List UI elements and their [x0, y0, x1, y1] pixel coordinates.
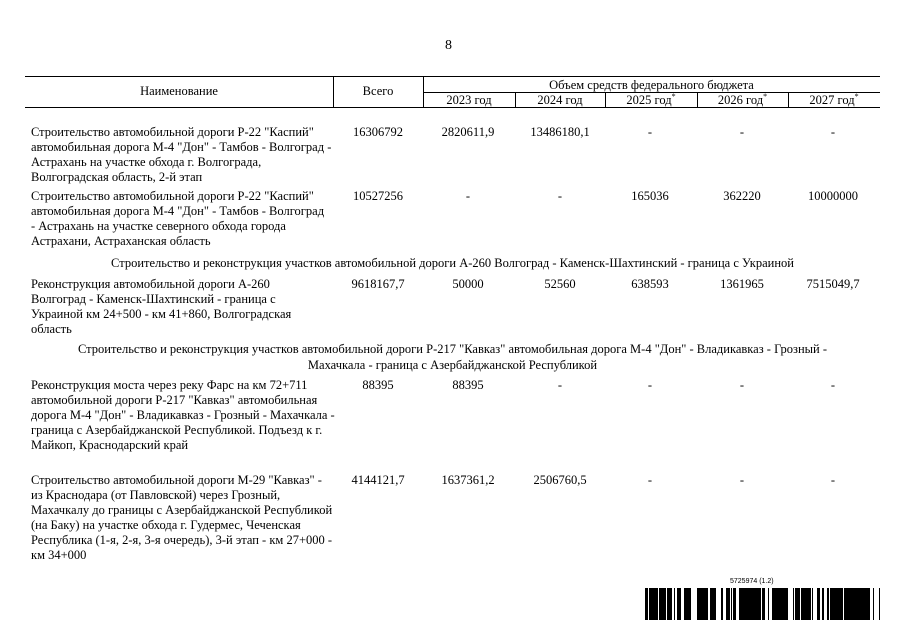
- row-2027: 7515049,7: [806, 277, 860, 291]
- header-top-rule: [25, 76, 880, 77]
- row-2023: 88395: [452, 378, 484, 392]
- row-2027: 10000000: [808, 189, 858, 203]
- row-2024: 2506760,5: [533, 473, 587, 487]
- row-2026: -: [739, 125, 745, 139]
- row-total: 4144121,7: [351, 473, 405, 487]
- row-2027: -: [830, 125, 836, 139]
- row-total: 9618167,7: [351, 277, 405, 291]
- row-2023: 50000: [452, 277, 484, 291]
- row-2026: -: [739, 473, 745, 487]
- row-2023: -: [465, 189, 471, 203]
- barcode-icon: [645, 588, 880, 620]
- header-year: 2027 год*: [809, 91, 859, 107]
- row-total: 88395: [362, 378, 394, 392]
- header-year: 2024 год: [537, 93, 583, 107]
- section-heading: Строительство и реконструкция участков автомобильной дороги Р-217 "Кавказ" автомобильная дорога М-4 "Дон" - Владикавказ - Грозный - Махачкала - граница с Азербайджанской Республикой: [77, 342, 828, 372]
- row-2024: -: [557, 189, 563, 203]
- row-2024: 52560: [544, 277, 576, 291]
- row-2025: 165036: [631, 189, 669, 203]
- header-total: Всего: [362, 84, 394, 98]
- row-2023: 1637361,2: [441, 473, 495, 487]
- header-budget: Объем средств федерального бюджета: [549, 78, 754, 92]
- row-2027: -: [830, 473, 836, 487]
- row-2027: -: [830, 378, 836, 392]
- row-name: Реконструкция автомобильной дороги А-260 Волгоград - Каменск-Шахтинский - граница с Украиной км 24+500 - км 41+860, Волгоградская область: [31, 277, 292, 336]
- header-year: 2023 год: [446, 93, 492, 107]
- row-name: Строительство автомобильной дороги Р-22 "Каспий" автомобильная дорога М-4 "Дон" - Тамбов - Волгоград - Астрахань на участке северного обхода города Астрахани, Астраханская область: [31, 189, 325, 248]
- row-2025: 638593: [631, 277, 669, 291]
- row-2025: -: [647, 125, 653, 139]
- row-name: Строительство автомобильной дороги М-29 "Кавказ" - из Краснодара (от Павловской) через Грозный, Махачкалу до границы с Азербайджанской Республикой (на Баку) на участке обхода г. Гудермес, Чеченская Республика (1-я, 2-я, 3-я очередь), 3-й этап - км 27+000 - км 34+000: [31, 473, 333, 562]
- header-year: 2026 год*: [717, 91, 768, 107]
- row-2023: 2820611,9: [441, 125, 495, 139]
- page-number: 8: [445, 38, 452, 53]
- row-2024: 13486180,1: [530, 125, 590, 139]
- row-total: 10527256: [353, 189, 403, 203]
- row-2025: -: [647, 378, 653, 392]
- row-2026: -: [739, 378, 745, 392]
- row-2024: -: [557, 378, 563, 392]
- section-heading: Строительство и реконструкция участков автомобильной дороги А-260 Волгоград - Каменск-Шахтинский - граница с Украиной: [111, 256, 794, 270]
- header-year: 2025 год*: [626, 91, 676, 107]
- header-name: Наименование: [140, 84, 218, 98]
- row-name: Строительство автомобильной дороги Р-22 "Каспий" автомобильная дорога М-4 "Дон" - Тамбов - Волгоград - Астрахань на участке обхода г. Волгограда, Волгоградская область, 2-й этап: [31, 125, 332, 184]
- row-2026: 362220: [723, 189, 761, 203]
- row-total: 16306792: [353, 125, 403, 139]
- row-name: Реконструкция моста через реку Фарс на км 72+711 автомобильной дороги Р-217 "Кавказ" автомобильная дорога М-4 "Дон" - Владикавказ - Грозный - Махачкала - граница с Азербайджанской Республикой. Подъезд к г. Майкоп, Краснодарский край: [31, 378, 335, 452]
- row-2026: 1361965: [720, 277, 764, 291]
- barcode-label: 5725974 (1.2): [730, 578, 774, 585]
- row-2025: -: [647, 473, 653, 487]
